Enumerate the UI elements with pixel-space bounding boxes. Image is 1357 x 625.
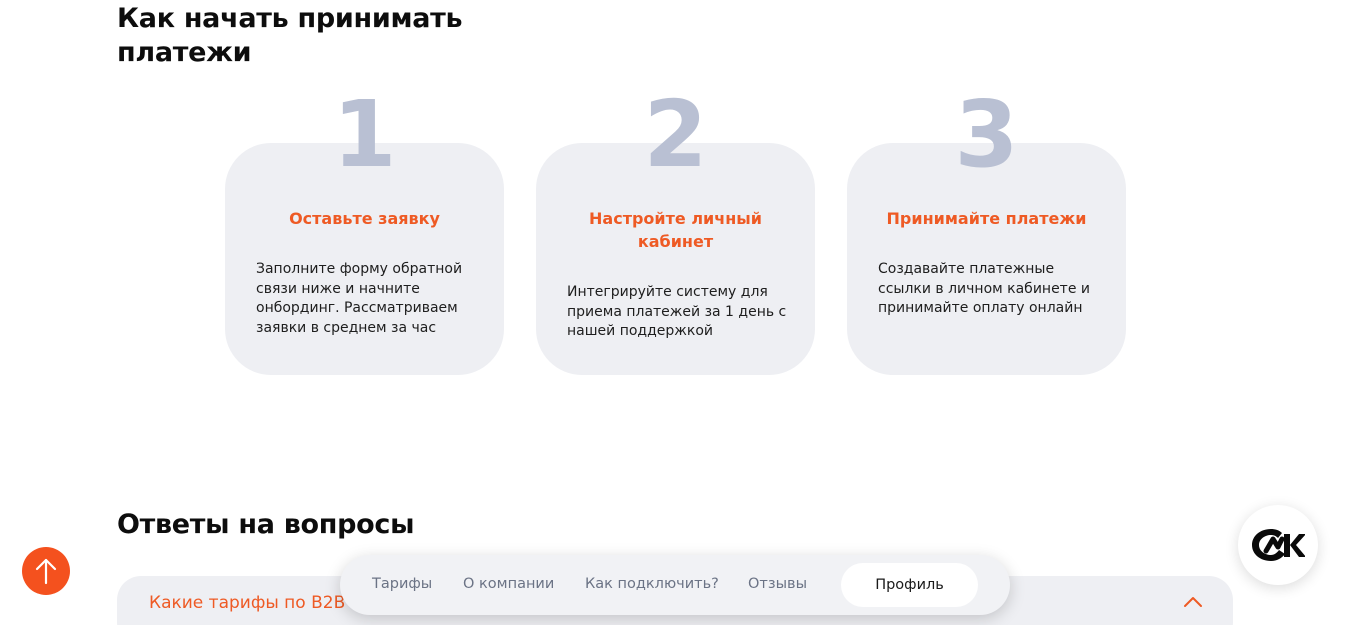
step-card-2	[536, 81, 815, 375]
vk-chat-widget[interactable]	[1238, 505, 1318, 585]
step-text: Создавайте платежные ссылки в личном кабинете и принимайте оплату онлайн	[878, 261, 1091, 316]
step-title: Настройте личный кабинет	[589, 209, 762, 251]
step-number: 3	[954, 81, 1019, 188]
faq-title: Ответы на вопросы	[117, 509, 415, 540]
step-text: Заполните форму обратной связи ниже и начните онбординг. Рассматриваем заявки в среднем за час	[256, 261, 463, 336]
step-title: Оставьте заявку	[289, 209, 440, 228]
step-card-1	[225, 81, 504, 375]
nav-item-how-to-connect[interactable]: Как подключить?	[585, 576, 719, 592]
nav-item-about[interactable]: О компании	[463, 576, 555, 592]
profile-button[interactable]: Профиль	[841, 563, 978, 607]
faq-question: Какие тарифы по B2B	[149, 593, 346, 613]
step-card-3	[847, 81, 1126, 375]
step-number: 1	[332, 81, 397, 188]
nav-item-reviews[interactable]: Отзывы	[748, 576, 808, 592]
step-title: Принимайте платежи	[886, 209, 1087, 228]
chevron-up-icon[interactable]	[1183, 594, 1203, 608]
scroll-to-top-button[interactable]	[22, 547, 70, 595]
arrow-up-icon	[34, 557, 58, 585]
nav-item-tariffs[interactable]: Тарифы	[372, 576, 433, 592]
how-to-title: Как начать принимать платежи	[117, 3, 463, 68]
bottom-nav	[340, 555, 1010, 615]
step-text: Интегрируйте систему для приема платежей за 1 день с нашей поддержкой	[567, 284, 787, 339]
step-number: 2	[643, 81, 708, 188]
vk-logo-icon	[1251, 527, 1305, 563]
